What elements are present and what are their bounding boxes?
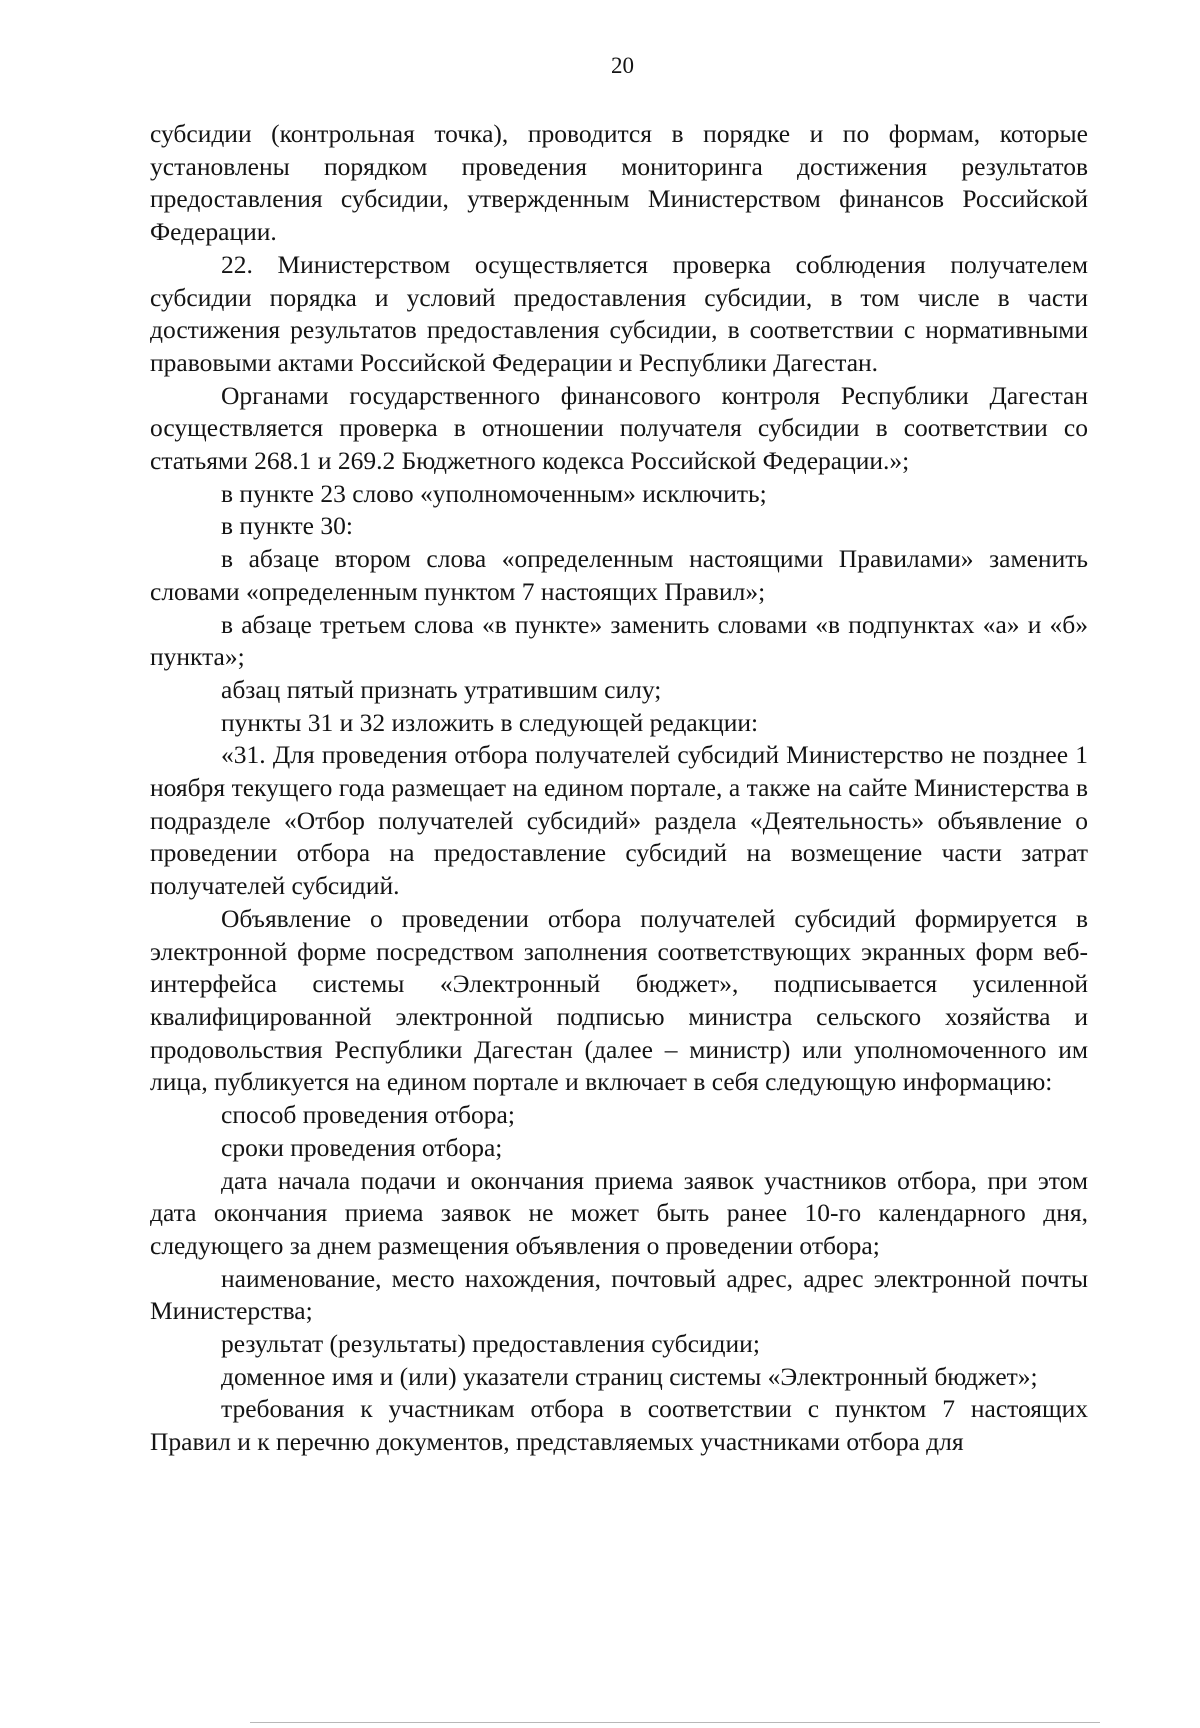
document-body [150, 118, 1088, 1459]
paragraph: способ проведения отбора; [221, 1100, 515, 1130]
paragraph: дата начала подачи и окончания приема заявок участников отбора, при этом дата окончания приема заявок не может быть ранее 10-го календарного дня, следующего за днем размещения объявления о проведении отбора; [150, 1165, 1088, 1260]
paragraph: Объявление о проведении отбора получателей субсидий формируется в электронной форме посредством заполнения соответствующих экранных форм веб-интерфейса системы «Электронный бюджет», подписывается усиленной квалифицированной электронной подписью министра сельского хозяйства и продовольствия Республики Дагестан (далее – министр) или уполномоченного им лица, публикуется на едином портале и включает в себя следующую информацию: [150, 903, 1088, 1097]
paragraph: доменное имя и (или) указатели страниц системы «Электронный бюджет»; [221, 1361, 1038, 1391]
paragraph: в абзаце втором слова «определенным настоящими Правилами» заменить словами «определенным пунктом 7 настоящих Правил»; [150, 544, 1088, 606]
paragraph: в пункте 30: [221, 511, 353, 541]
paragraph: 22. Министерством осуществляется проверка соблюдения получателем субсидии порядка и условий предоставления субсидии, в том числе в части достижения результатов предоставления субсидии, в соответствии с нормативными правовыми актами Российской Федерации и Республики Дагестан. [150, 249, 1088, 377]
paragraph: в пункте 23 слово «уполномоченным» исключить; [221, 478, 767, 508]
paragraph: в абзаце третьем слова «в пункте» заменить словами «в подпунктах «а» и «б» пункта»; [150, 609, 1088, 672]
paragraph: сроки проведения отбора; [221, 1132, 503, 1162]
paragraph: абзац пятый признать утратившим силу; [221, 674, 662, 704]
paragraph: пункты 31 и 32 изложить в следующей редакции: [221, 707, 759, 737]
paragraph: требования к участникам отбора в соответствии с пунктом 7 настоящих Правил и к перечню документов, представляемых участниками отбора для [150, 1394, 1088, 1457]
paragraph: результат (результаты) предоставления субсидии; [221, 1329, 760, 1359]
paragraph: наименование, место нахождения, почтовый адрес, адрес электронной почты Министерства; [150, 1263, 1088, 1326]
page-number: 20 [611, 53, 634, 78]
scan-edge-line [250, 1722, 1100, 1723]
paragraph: «31. Для проведения отбора получателей субсидий Министерство не позднее 1 ноября текущего года размещает на едином портале, а также на сайте Министерства в подразделе «Отбор получателей субсидий» раздела «Деятельность» объявление о проведении отбора на предоставление субсидий на возмещение части затрат получателей субсидий. [150, 740, 1088, 901]
paragraph: субсидии (контрольная точка), проводится в порядке и по формам, которые установлены порядком проведения мониторинга достижения результатов предоставления субсидии, утвержденным Министерством финансов Российской Федерации. [150, 119, 1088, 247]
paragraph: Органами государственного финансового контроля Республики Дагестан осуществляется проверка в отношении получателя субсидии в соответствии со статьями 268.1 и 269.2 Бюджетного кодекса Российской Федерации.»; [150, 380, 1088, 476]
